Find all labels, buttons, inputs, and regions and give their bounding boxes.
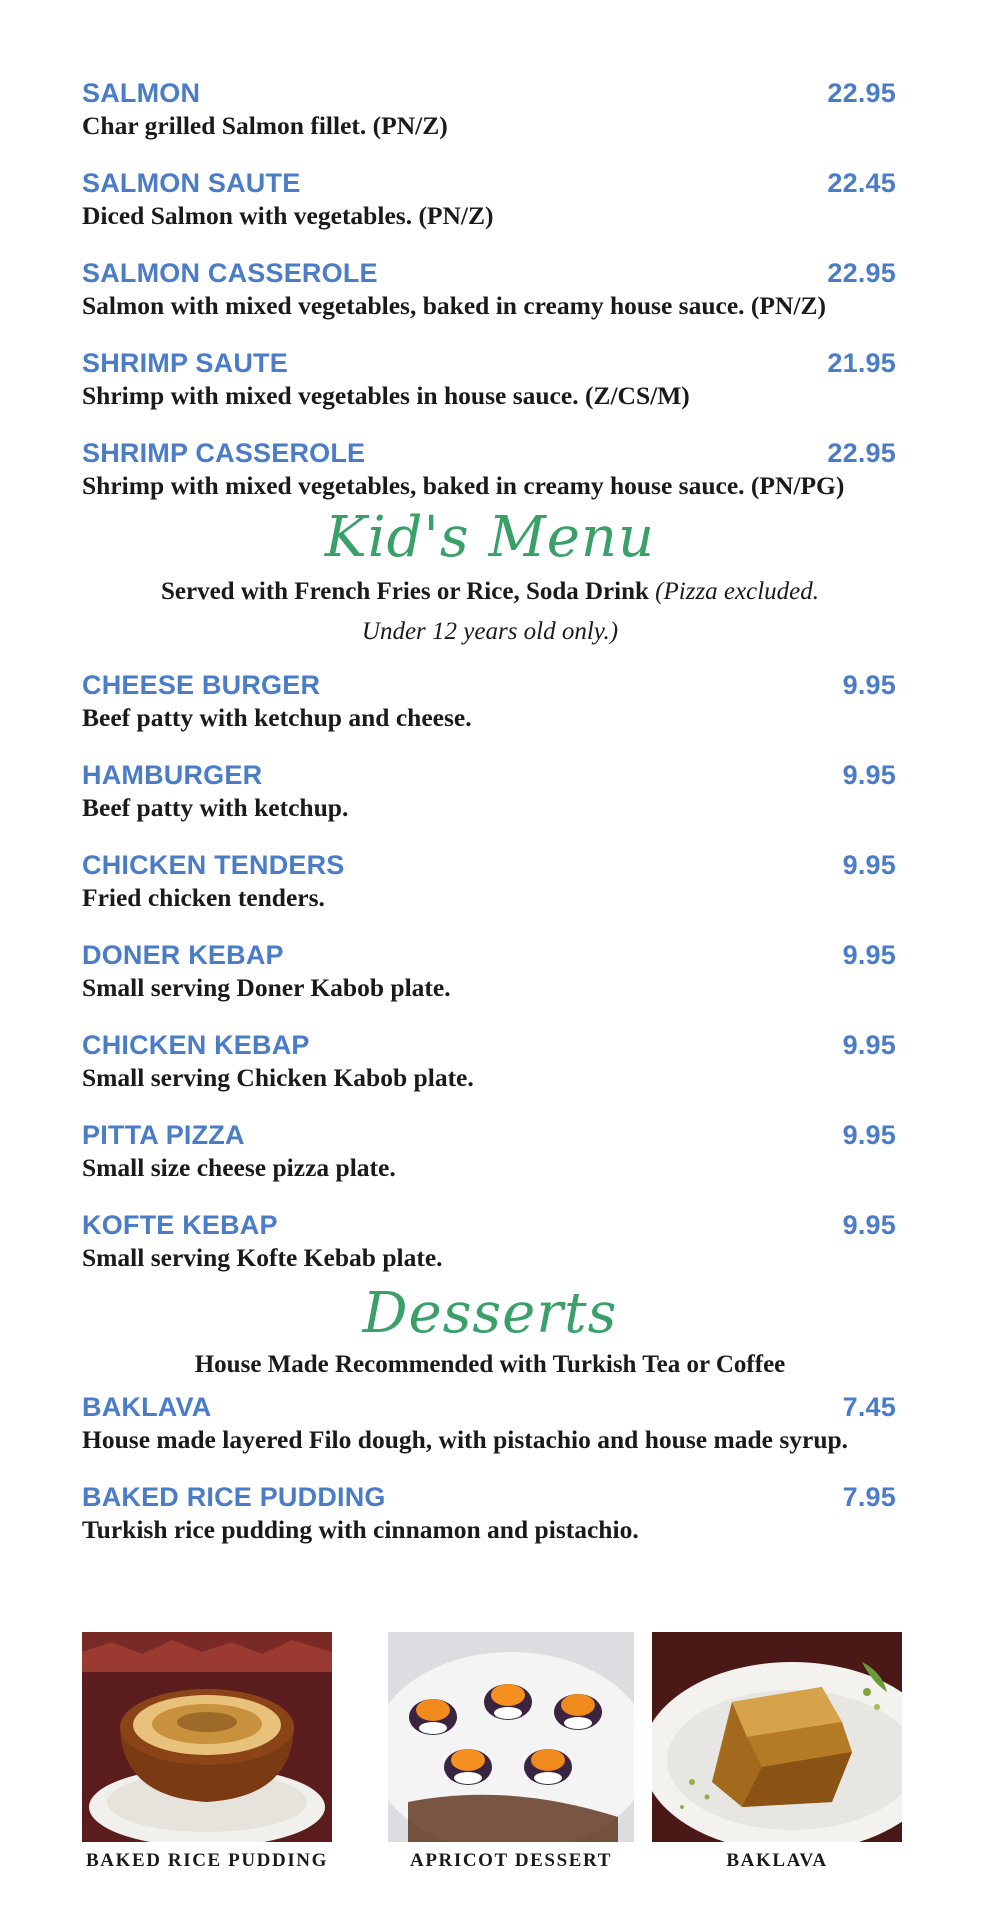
- menu-item: [82, 1210, 898, 1274]
- desserts-header: [82, 1281, 898, 1382]
- menu-item: [82, 760, 898, 824]
- item-description: Shrimp with mixed vegetables, baked in creamy house sauce. (PN/PG): [82, 471, 845, 500]
- item-name: SHRIMP SAUTE: [82, 348, 288, 378]
- photo-caption: BAKLAVA: [726, 1850, 828, 1871]
- menu-item: [82, 348, 898, 412]
- item-description: Beef patty with ketchup.: [82, 793, 349, 822]
- apricot-dessert-photo: [388, 1632, 634, 1842]
- item-description: Small serving Chicken Kabob plate.: [82, 1063, 474, 1092]
- item-price: 22.95: [827, 438, 896, 468]
- subtitle-note: Under 12 years old only.): [361, 618, 619, 645]
- section-title: Desserts: [362, 1281, 618, 1346]
- photo-caption: BAKED RICE PUDDING: [85, 1850, 329, 1871]
- item-price: 22.95: [827, 258, 896, 288]
- menu-item: [82, 1482, 898, 1546]
- subtitle-text: Served with French Fries or Rice, Soda Drink: [160, 578, 656, 605]
- item-name: PITTA PIZZA: [82, 1120, 245, 1150]
- item-name: HAMBURGER: [82, 760, 263, 790]
- item-description: Char grilled Salmon fillet. (PN/Z): [82, 111, 448, 140]
- item-description: Salmon with mixed vegetables, baked in creamy house sauce. (PN/Z): [82, 291, 826, 320]
- item-name: KOFTE KEBAP: [82, 1210, 278, 1240]
- item-price: 22.45: [827, 168, 896, 198]
- menu-item: [82, 670, 898, 734]
- item-description: Small serving Doner Kabob plate.: [82, 973, 451, 1002]
- item-name: DONER KEBAP: [82, 940, 284, 970]
- item-name: CHICKEN TENDERS: [82, 850, 345, 880]
- item-name: BAKLAVA: [82, 1392, 212, 1422]
- menu-item: [82, 438, 898, 502]
- menu-item: [82, 1030, 898, 1094]
- menu-item: [82, 258, 898, 322]
- item-description: Fried chicken tenders.: [82, 883, 325, 912]
- menu-item: [82, 168, 898, 232]
- item-price: 9.95: [842, 670, 896, 700]
- item-description: Beef patty with ketchup and cheese.: [82, 703, 472, 732]
- baklava-photo: [652, 1632, 902, 1842]
- desserts-section: [82, 1392, 898, 1546]
- item-price: 7.45: [842, 1392, 896, 1422]
- photo-caption: APRICOT DESSERT: [410, 1850, 612, 1871]
- item-name: SHRIMP CASSEROLE: [82, 438, 366, 468]
- item-description: Diced Salmon with vegetables. (PN/Z): [82, 201, 494, 230]
- item-price: 9.95: [842, 1120, 896, 1150]
- menu-item: [82, 1392, 898, 1456]
- rice-pudding-photo: [82, 1632, 332, 1842]
- item-description: Small size cheese pizza plate.: [82, 1153, 396, 1182]
- item-name: SALMON: [82, 78, 201, 108]
- menu-page: [82, 78, 898, 1572]
- item-name: CHEESE BURGER: [82, 670, 321, 700]
- subtitle-note: (Pizza excluded.: [655, 578, 820, 605]
- item-price: 9.95: [842, 940, 896, 970]
- item-price: 21.95: [827, 348, 896, 378]
- menu-item: [82, 78, 898, 142]
- kids-menu-header: [82, 505, 898, 652]
- menu-item: [82, 940, 898, 1004]
- item-price: 7.95: [842, 1482, 896, 1512]
- item-description: Small serving Kofte Kebab plate.: [82, 1243, 443, 1272]
- dessert-photos: [0, 1632, 981, 1892]
- menu-item: [82, 850, 898, 914]
- seafood-section: [82, 78, 898, 502]
- item-name: BAKED RICE PUDDING: [82, 1482, 386, 1512]
- kids-section: [82, 670, 898, 1274]
- item-price: 9.95: [842, 1030, 896, 1060]
- section-subtitle: House Made Recommended with Turkish Tea or Coffee: [194, 1351, 786, 1378]
- item-price: 9.95: [842, 1210, 896, 1240]
- section-title: Kid's Menu: [324, 505, 656, 570]
- section-subtitle: [82, 572, 898, 652]
- menu-item: [82, 1120, 898, 1184]
- item-name: CHICKEN KEBAP: [82, 1030, 310, 1060]
- item-price: 22.95: [827, 78, 896, 108]
- item-description: Shrimp with mixed vegetables in house sauce. (Z/CS/M): [82, 381, 690, 410]
- item-description: House made layered Filo dough, with pistachio and house made syrup.: [82, 1425, 849, 1454]
- item-price: 9.95: [842, 760, 896, 790]
- item-price: 9.95: [842, 850, 896, 880]
- item-description: Turkish rice pudding with cinnamon and pistachio.: [82, 1515, 639, 1544]
- item-name: SALMON CASSEROLE: [82, 258, 378, 288]
- item-name: SALMON SAUTE: [82, 168, 301, 198]
